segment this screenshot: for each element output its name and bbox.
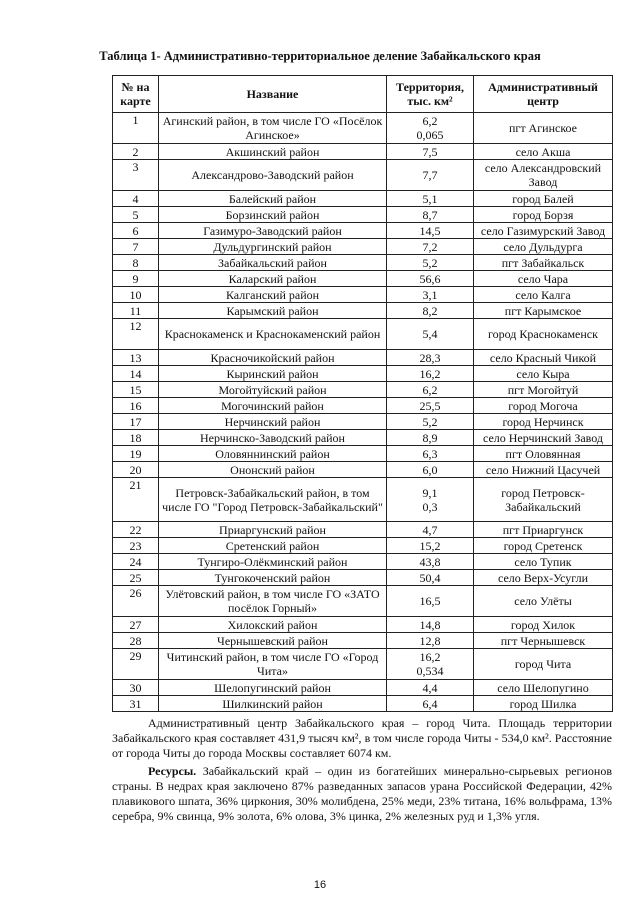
cell-area: 16,2 0,534: [387, 649, 474, 680]
cell-area: 9,1 0,3: [387, 478, 474, 522]
cell-number: 9: [113, 271, 159, 287]
cell-number: 2: [113, 144, 159, 160]
cell-center: город Могоча: [474, 398, 613, 414]
cell-number: 20: [113, 462, 159, 478]
cell-name: Петровск-Забайкальский район, в том числе ГО "Город Петровск-Забайкальский": [159, 478, 387, 522]
table-row: [113, 287, 613, 303]
cell-area: 5,4: [387, 319, 474, 350]
cell-area: 4,4: [387, 680, 474, 696]
cell-area: 8,9: [387, 430, 474, 446]
cell-center: пгт Забайкальск: [474, 255, 613, 271]
cell-name: Карымский район: [159, 303, 387, 319]
cell-area: 8,2: [387, 303, 474, 319]
cell-name: Акшинский район: [159, 144, 387, 160]
cell-center: пгт Приаргунск: [474, 522, 613, 538]
cell-center: город Чита: [474, 649, 613, 680]
cell-center: город Краснокаменск: [474, 319, 613, 350]
cell-center: город Петровск-Забайкальский: [474, 478, 613, 522]
table-row: [113, 239, 613, 255]
cell-area: 56,6: [387, 271, 474, 287]
header-number: № на карте: [113, 76, 159, 113]
cell-area: 6,0: [387, 462, 474, 478]
table-row: [113, 430, 613, 446]
cell-name: Могочинский район: [159, 398, 387, 414]
cell-name: Сретенский район: [159, 538, 387, 554]
cell-center: село Калга: [474, 287, 613, 303]
cell-name: Александрово-Заводский район: [159, 160, 387, 191]
cell-center: город Шилка: [474, 696, 613, 712]
cell-area: 6,2 0,065: [387, 113, 474, 144]
cell-center: город Балей: [474, 191, 613, 207]
cell-name: Агинский район, в том числе ГО «Посёлок Агинское»: [159, 113, 387, 144]
cell-number: 16: [113, 398, 159, 414]
table-row: [113, 696, 613, 712]
cell-number: 17: [113, 414, 159, 430]
cell-number: 3: [113, 160, 159, 191]
table-row: [113, 478, 613, 522]
cell-area: 7,7: [387, 160, 474, 191]
cell-name: Тунгиро-Олёкминский район: [159, 554, 387, 570]
table-row: [113, 398, 613, 414]
cell-name: Приаргунский район: [159, 522, 387, 538]
cell-area: 8,7: [387, 207, 474, 223]
table-row: [113, 207, 613, 223]
cell-name: Чернышевский район: [159, 633, 387, 649]
cell-number: 18: [113, 430, 159, 446]
cell-center: пгт Могойтуй: [474, 382, 613, 398]
table-row: [113, 113, 613, 144]
table-row: [113, 586, 613, 617]
cell-center: село Улёты: [474, 586, 613, 617]
cell-area: 6,4: [387, 696, 474, 712]
cell-area: 7,2: [387, 239, 474, 255]
cell-name: Читинский район, в том числе ГО «Город Чита»: [159, 649, 387, 680]
cell-area: 5,2: [387, 255, 474, 271]
cell-name: Красночикойский район: [159, 350, 387, 366]
header-center: Административный центр: [474, 76, 613, 113]
cell-center: село Газимурский Завод: [474, 223, 613, 239]
cell-number: 22: [113, 522, 159, 538]
cell-area: 6,3: [387, 446, 474, 462]
cell-area: 16,5: [387, 586, 474, 617]
cell-name: Тунгокоченский район: [159, 570, 387, 586]
cell-area: 5,2: [387, 414, 474, 430]
table-row: [113, 538, 613, 554]
cell-area: 16,2: [387, 366, 474, 382]
cell-center: село Нерчинский Завод: [474, 430, 613, 446]
cell-number: 4: [113, 191, 159, 207]
cell-area: 28,3: [387, 350, 474, 366]
table-row: [113, 319, 613, 350]
table-row: [113, 446, 613, 462]
cell-number: 30: [113, 680, 159, 696]
cell-number: 29: [113, 649, 159, 680]
cell-area: 14,8: [387, 617, 474, 633]
cell-name: Дульдургинский район: [159, 239, 387, 255]
header-name: Название: [159, 76, 387, 113]
cell-name: Борзинский район: [159, 207, 387, 223]
cell-name: Краснокаменск и Краснокаменский район: [159, 319, 387, 350]
table-row: [113, 223, 613, 239]
table-row: [113, 522, 613, 538]
cell-number: 27: [113, 617, 159, 633]
cell-number: 15: [113, 382, 159, 398]
cell-area: 4,7: [387, 522, 474, 538]
cell-number: 31: [113, 696, 159, 712]
table-row: [113, 570, 613, 586]
cell-number: 7: [113, 239, 159, 255]
cell-area: 7,5: [387, 144, 474, 160]
cell-center: село Чара: [474, 271, 613, 287]
cell-center: город Борзя: [474, 207, 613, 223]
cell-name: Могойтуйский район: [159, 382, 387, 398]
cell-number: 8: [113, 255, 159, 271]
table-caption: Таблица 1- Административно-территориальное деление Забайкальского края: [99, 49, 541, 63]
cell-center: город Нерчинск: [474, 414, 613, 430]
cell-center: пгт Чернышевск: [474, 633, 613, 649]
cell-area: 43,8: [387, 554, 474, 570]
resources-text: Забайкальский край – один из богатейших минерально-сырьевых регионов страны. В недрах края заключено 87% разведанных запасов урана Российской Федерации, 42% плавикового шпата, 36% циркония, 30% молибдена, 25% меди, 23% титана, 16% вольфрама, 13% серебра, 9% свинца, 9% золота, 6% олова, 3% цинка, 2% железных руд и 1,3% угля.: [112, 764, 612, 823]
table-row: [113, 680, 613, 696]
resources-heading: Ресурсы.: [148, 764, 197, 778]
header-area: Территория, тыс. км²: [387, 76, 474, 113]
cell-area: 14,5: [387, 223, 474, 239]
cell-number: 11: [113, 303, 159, 319]
cell-center: село Александровский Завод: [474, 160, 613, 191]
cell-area: 25,5: [387, 398, 474, 414]
table-row: [113, 160, 613, 191]
cell-number: 25: [113, 570, 159, 586]
cell-name: Шелопугинский район: [159, 680, 387, 696]
cell-center: село Шелопугино: [474, 680, 613, 696]
cell-center: город Хилок: [474, 617, 613, 633]
cell-area: 50,4: [387, 570, 474, 586]
cell-number: 21: [113, 478, 159, 522]
cell-name: Газимуро-Заводский район: [159, 223, 387, 239]
table-row: [113, 350, 613, 366]
cell-number: 12: [113, 319, 159, 350]
table-header-row: [113, 76, 613, 113]
cell-center: пгт Агинское: [474, 113, 613, 144]
cell-center: село Тупик: [474, 554, 613, 570]
cell-center: город Сретенск: [474, 538, 613, 554]
table-row: [113, 144, 613, 160]
table-row: [113, 617, 613, 633]
table-row: [113, 649, 613, 680]
cell-center: село Красный Чикой: [474, 350, 613, 366]
admin-division-table-wrapper: [112, 75, 612, 712]
table-row: [113, 255, 613, 271]
table-row: [113, 382, 613, 398]
cell-center: пгт Карымское: [474, 303, 613, 319]
cell-name: Шилкинский район: [159, 696, 387, 712]
cell-name: Улётовский район, в том числе ГО «ЗАТО посёлок Горный»: [159, 586, 387, 617]
cell-number: 19: [113, 446, 159, 462]
cell-area: 6,2: [387, 382, 474, 398]
cell-number: 1: [113, 113, 159, 144]
cell-area: 15,2: [387, 538, 474, 554]
cell-number: 14: [113, 366, 159, 382]
cell-center: пгт Оловянная: [474, 446, 613, 462]
table-row: [113, 271, 613, 287]
table-row: [113, 303, 613, 319]
admin-division-table: [112, 75, 613, 712]
paragraph-admin-center: Административный центр Забайкальского края – город Чита. Площадь территории Забайкальского края составляет 431,9 тысяч км², в том числе города Читы - 534,0 км². Расстояние от города Читы до города Москвы составляет 6074 км.: [112, 716, 612, 760]
cell-name: Хилокский район: [159, 617, 387, 633]
cell-number: 23: [113, 538, 159, 554]
table-row: [113, 554, 613, 570]
cell-number: 13: [113, 350, 159, 366]
cell-name: Забайкальский район: [159, 255, 387, 271]
paragraph-resources: [112, 764, 612, 824]
cell-center: село Акша: [474, 144, 613, 160]
cell-area: 3,1: [387, 287, 474, 303]
cell-number: 10: [113, 287, 159, 303]
table-body: [113, 113, 613, 712]
cell-number: 5: [113, 207, 159, 223]
cell-center: село Кыра: [474, 366, 613, 382]
cell-center: село Нижний Цасучей: [474, 462, 613, 478]
table-row: [113, 462, 613, 478]
table-row: [113, 191, 613, 207]
cell-name: Калганский район: [159, 287, 387, 303]
cell-name: Кыринский район: [159, 366, 387, 382]
page-number: 16: [313, 879, 327, 891]
cell-number: 6: [113, 223, 159, 239]
cell-name: Нерчинско-Заводский район: [159, 430, 387, 446]
cell-name: Нерчинский район: [159, 414, 387, 430]
cell-center: село Верх-Усугли: [474, 570, 613, 586]
table-row: [113, 414, 613, 430]
cell-name: Каларский район: [159, 271, 387, 287]
cell-area: 12,8: [387, 633, 474, 649]
cell-number: 24: [113, 554, 159, 570]
cell-area: 5,1: [387, 191, 474, 207]
cell-number: 28: [113, 633, 159, 649]
cell-name: Оловяннинский район: [159, 446, 387, 462]
cell-center: село Дульдурга: [474, 239, 613, 255]
cell-name: Балейский район: [159, 191, 387, 207]
cell-number: 26: [113, 586, 159, 617]
table-row: [113, 366, 613, 382]
cell-name: Ононский район: [159, 462, 387, 478]
table-row: [113, 633, 613, 649]
